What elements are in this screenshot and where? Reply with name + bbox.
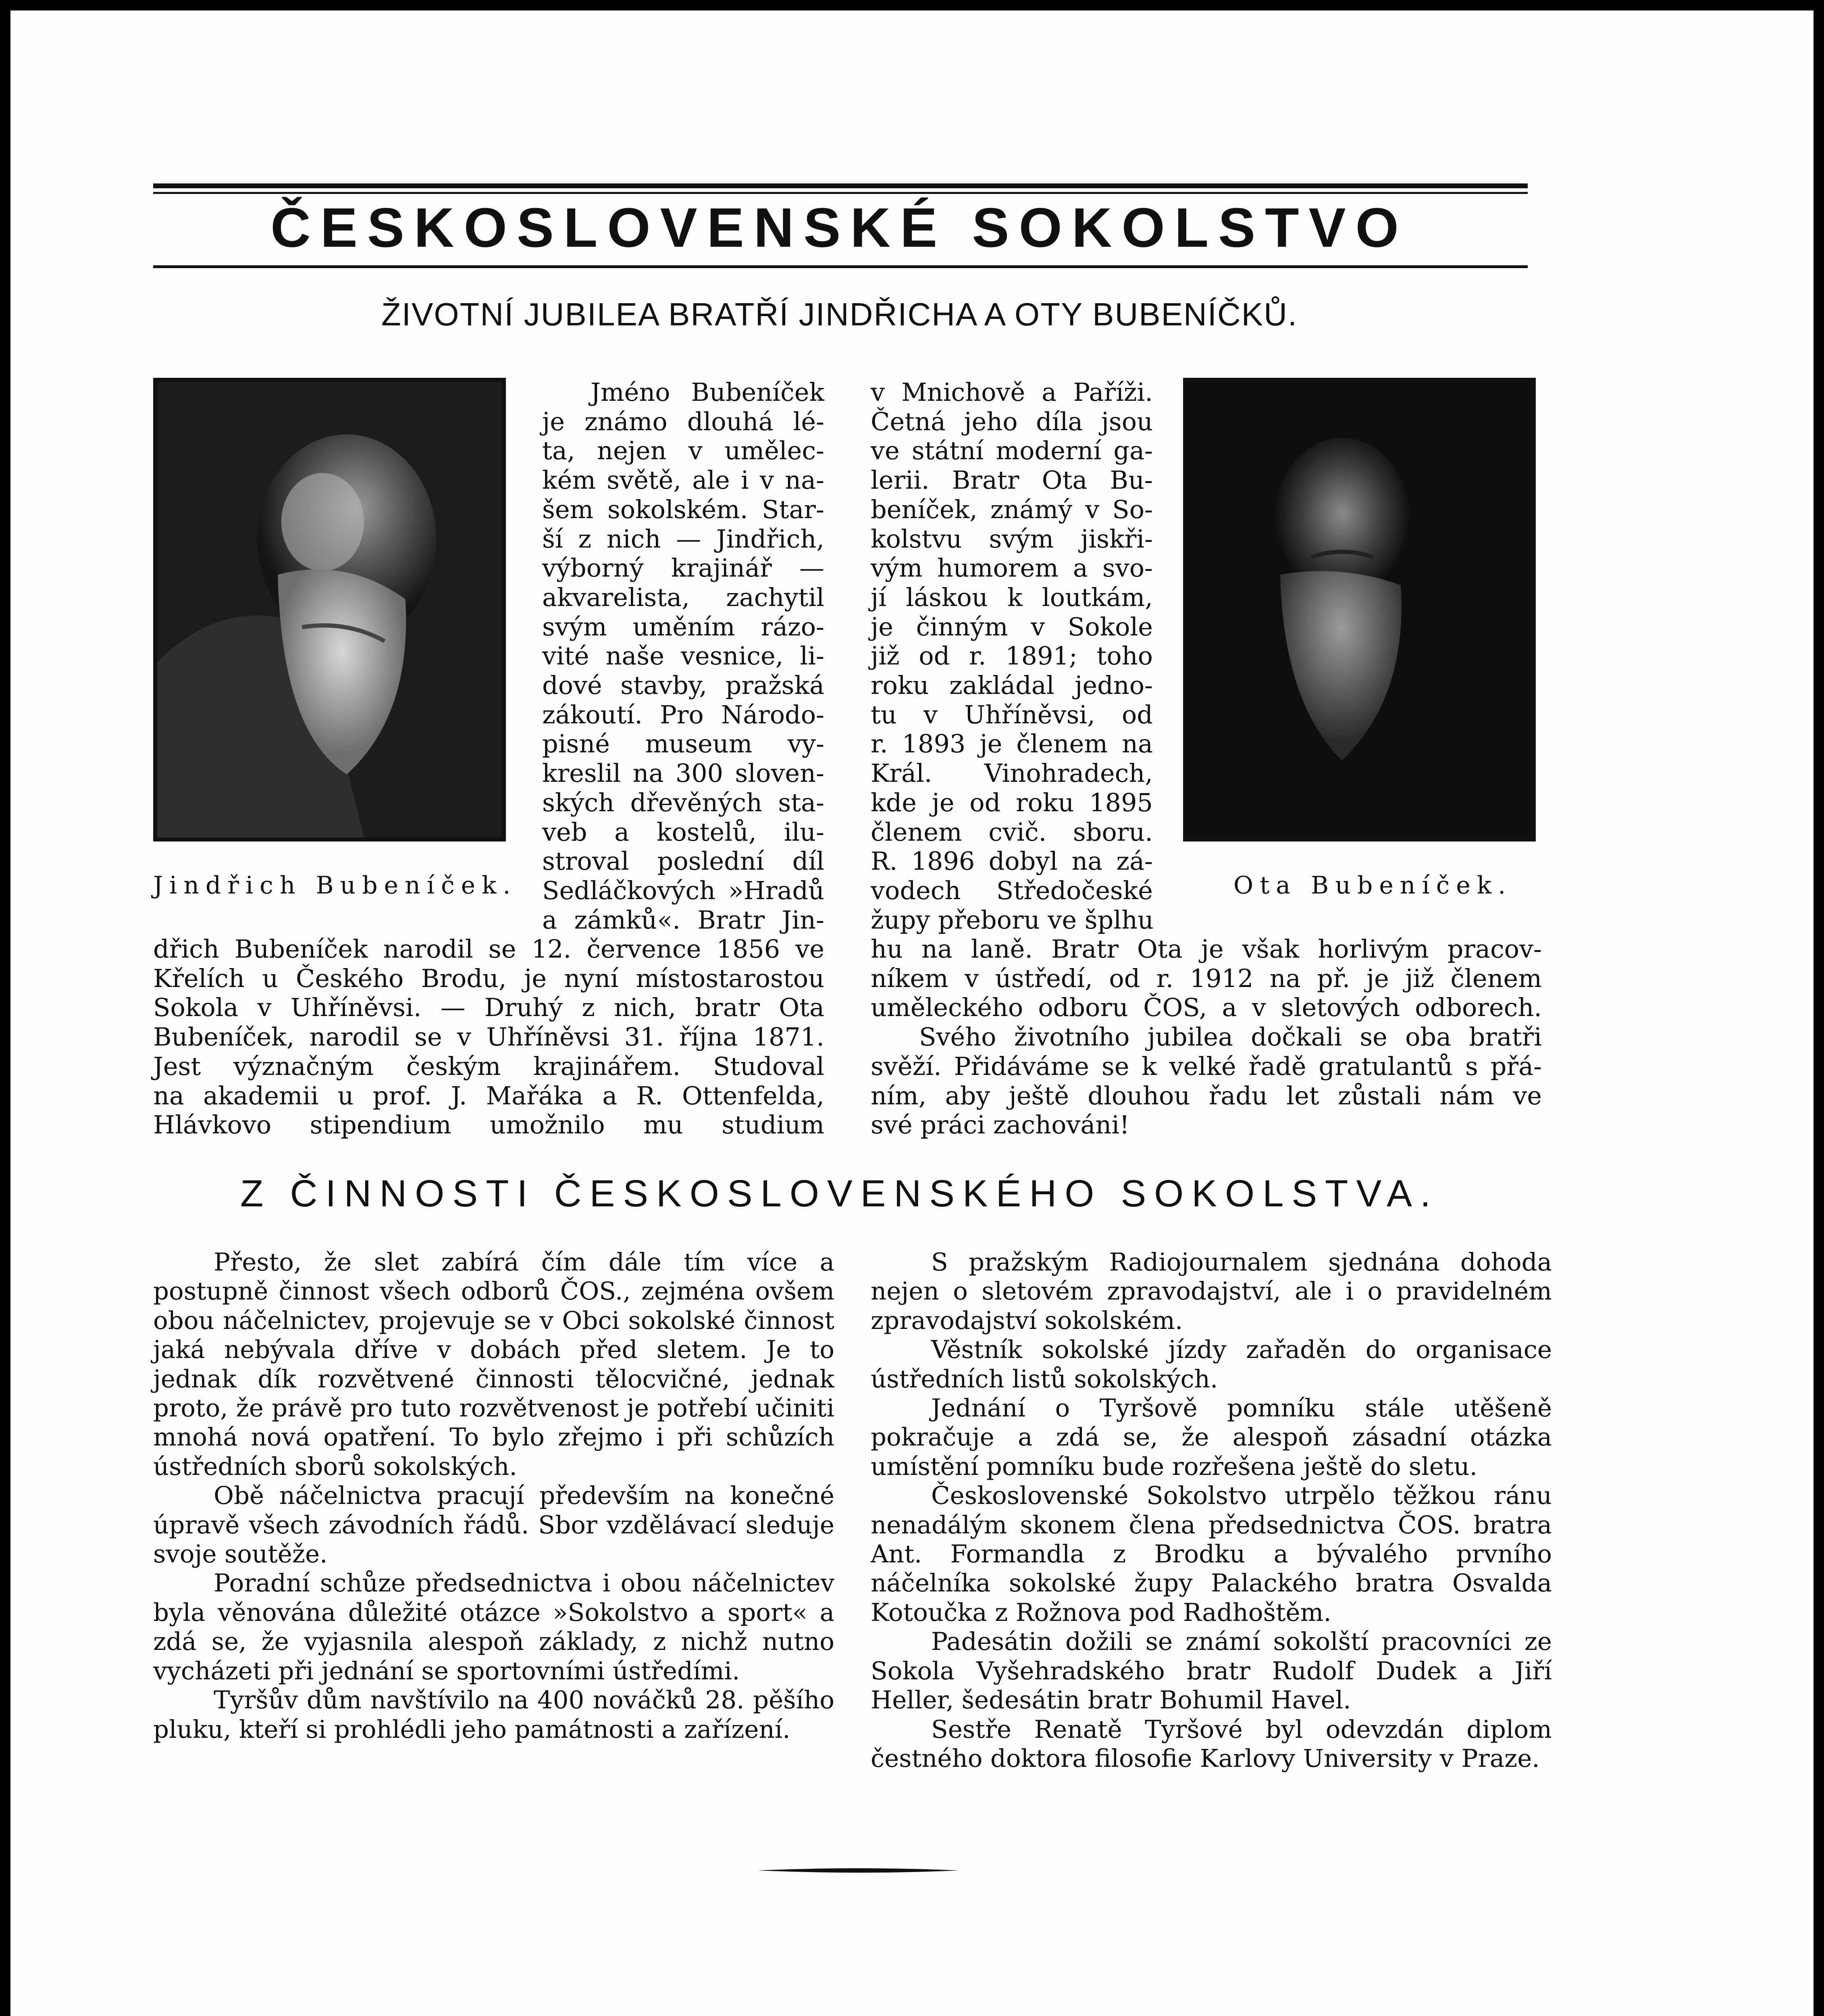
text-line: níkem v ústředí, od r. 1912 na př. je již členem [871, 963, 1542, 993]
text-line: kém světě, ale i v na- [542, 465, 824, 495]
text-line: jí láskou k loutkám, [871, 582, 1153, 612]
article-col-left-bottom [153, 935, 824, 1140]
news-paragraph: Poradní schůze předsednictva i obou náčelnictev byla věnována důležité otázce »Sokolstvo a sport« a zdá se, že vyjasnila alespoň základy, z nichž nutno vycházeti při jednání se sportovními ústředími. [153, 1569, 834, 1685]
text-line: vým humorem a svo- [871, 553, 1153, 583]
news-paragraph: S pražským Radiojournalem sjednána dohoda nejen o sletovém zpravodajství, ale i o pravidelném zpravodajství sokolském. [871, 1248, 1552, 1335]
caption-left: Jindřich Bubeníček. [153, 871, 517, 900]
section-heading: Z ČINNOSTI ČESKOSLOVENSKÉHO SOKOLSTVA. [240, 1172, 1439, 1214]
text-line: stroval poslední díl [542, 846, 824, 876]
text-line: je činným v Sokole [871, 612, 1153, 641]
text-line: své práci zachováni! [871, 1110, 1130, 1140]
text-line: je známo dlouhá lé- [542, 406, 824, 436]
masthead-rule-bottom [153, 265, 1528, 268]
text-line: svým uměním rázo- [542, 612, 824, 641]
news-col-right [871, 1248, 1552, 1773]
news-paragraph: Jednání o Tyršově pomníku stále utěšeně pokračuje a zdá se, že alespoň zásadní otázka umístění pomníku bude rozřešena ještě do sletu. [871, 1394, 1552, 1481]
text-line: Sokola v Uhříněvsi. — Druhý z nich, bratr Ota [153, 993, 824, 1023]
text-line: členem cvič. sboru. [871, 817, 1153, 847]
news-paragraph: Padesátin dožili se známí sokolští pracovníci ze Sokola Vyšehradského bratr Rudolf Dudek a Jiří Heller, šedesátin bratr Bohumil Havel. [871, 1627, 1552, 1715]
text-line: Hlávkovo stipendium umožnilo mu studium [153, 1110, 824, 1140]
text-line: šem sokolském. Star- [542, 494, 824, 524]
text-line: lerii. Bratr Ota Bu- [871, 465, 1153, 495]
news-paragraph: Sestře Renatě Tyršové byl odevzdán diplom čestného doktora filosofie Karlovy University v Praze. [871, 1715, 1552, 1773]
text-line: a zámků«. Bratr Jin- [542, 905, 824, 935]
text-line: ním, aby ještě dlouhou řadu let zůstali nám ve [871, 1081, 1542, 1110]
text-line: zákoutí. Pro Národo- [542, 700, 824, 729]
article-col-right-bottom [871, 935, 1542, 1140]
news-paragraph: Přesto, že slet zabírá čím dále tím více a postupně činnost všech odborů ČOS., zejména ovšem obou náčelnictev, projevuje se v Obci sokolské činnost jaká nebývala dříve v dobách před sletem. Je to jednak dík rozvětvené činnosti tělocvičné, jednak proto, že právě pro tuto rozvětvenost je potřebí učiniti mnohá nová opatření. To bylo zřejmo i při schůzích ústředních sborů sokolských. [153, 1248, 834, 1481]
text-line: kreslil na 300 sloven- [542, 758, 824, 788]
text-line: kde je od roku 1895 [871, 787, 1153, 817]
news-paragraph: Obě náčelnictva pracují především na konečné úpravě všech závodních řádů. Sbor vzdělávací sleduje svoje soutěže. [153, 1481, 834, 1569]
text-line: ší z nich — Jindřich, [542, 524, 824, 554]
caption-right: Ota Bubeníček. [1233, 871, 1512, 900]
masthead-rule-top-thin [153, 192, 1528, 194]
text-line: ta, nejen v umělec- [542, 436, 824, 466]
text-line: svěží. Přidáváme se k velké řadě gratulantů s přá- [871, 1051, 1542, 1081]
text-line: vité naše vesnice, li- [542, 641, 824, 671]
article-col-right-top [871, 378, 1153, 935]
text-line: ve státní moderní ga- [871, 436, 1153, 466]
portrait-image [1187, 382, 1532, 837]
portrait-jindrich-bubenicek [153, 378, 506, 841]
text-line: dové stavby, pražská [542, 671, 824, 700]
portrait-ota-bubenicek [1183, 378, 1536, 841]
text-line: dřich Bubeníček narodil se 12. července 1856 ve [153, 934, 824, 964]
text-line: Král. Vinohradech, [871, 758, 1153, 788]
text-line: na akademii u prof. J. Mařáka a R. Ottenfelda, [153, 1081, 824, 1110]
text-line: kolstvu svým jiskři- [871, 524, 1153, 554]
text-line: výborný krajinář — [542, 553, 824, 583]
text-line: Sedláčkových »Hradů [542, 875, 824, 905]
text-line: beníček, známý v So- [871, 494, 1153, 524]
news-paragraph: Věstník sokolské jízdy zařaděn do organisace ústředních listů sokolských. [871, 1335, 1552, 1393]
text-line: R. 1896 dobyl na zá- [871, 846, 1153, 876]
news-paragraph: Tyršův dům navštívilo na 400 nováčků 28. pěšího pluku, kteří si prohlédli jeho památnosti a zařízení. [153, 1686, 834, 1744]
masthead-rule-top-thick [153, 183, 1528, 188]
text-line: Jest význačným českým krajinářem. Studoval [153, 1051, 824, 1081]
text-line: hu na laně. Bratr Ota je však horlivým pracov- [871, 934, 1542, 964]
text-line: ských dřevěných sta- [542, 787, 824, 817]
text-line: Bubeníček, narodil se v Uhříněvsi 31. října 1871. [153, 1022, 824, 1052]
scan-border-left [0, 0, 10, 2016]
text-line: roku zakládal jedno- [871, 671, 1153, 700]
text-line: Jméno Bubeníček [591, 377, 824, 407]
portrait-image [157, 382, 502, 837]
text-line: Křelích u Českého Brodu, je nyní místostarostou [153, 963, 824, 993]
text-line: v Mnichově a Paříži. [871, 377, 1153, 407]
text-line: župy přeboru ve šplhu [871, 905, 1154, 935]
text-line: Svého životního jubilea dočkali se oba bratři [919, 1022, 1542, 1052]
text-line: akvarelista, zachytil [542, 582, 824, 612]
text-line: veb a kostelů, ilu- [542, 817, 824, 847]
scan-border-right [1814, 0, 1824, 2016]
text-line: již od r. 1891; toho [871, 641, 1153, 671]
news-paragraph: Československé Sokolstvo utrpělo těžkou ránu nenadálým skonem člena předsednictva ČOS. bratra Ant. Formandla z Brodku a bývalého prvního náčelníka sokolské župy Palackého bratra Osvalda Kotoučka z Rožnova pod Radhoštěm. [871, 1481, 1552, 1627]
text-line: r. 1893 je členem na [871, 729, 1153, 759]
news-col-left [153, 1248, 834, 1744]
end-ornament [758, 1867, 959, 1874]
article-headline: ŽIVOTNÍ JUBILEA BRATŘÍ JINDŘICHA A OTY BUBENÍČKŮ. [381, 296, 1298, 332]
scan-border-top [0, 0, 1824, 10]
article-col-middle [542, 378, 824, 935]
text-line: uměleckého odboru ČOS, a v sletových odborech. [871, 993, 1542, 1023]
text-line: vodech Středočeské [871, 875, 1153, 905]
text-line: pisné museum vy- [542, 729, 824, 759]
text-line: tu v Uhříněvsi, od [871, 700, 1153, 729]
text-line: Četná jeho díla jsou [871, 406, 1153, 436]
masthead-title: ČESKOSLOVENSKÉ SOKOLSTVO [270, 197, 1408, 259]
